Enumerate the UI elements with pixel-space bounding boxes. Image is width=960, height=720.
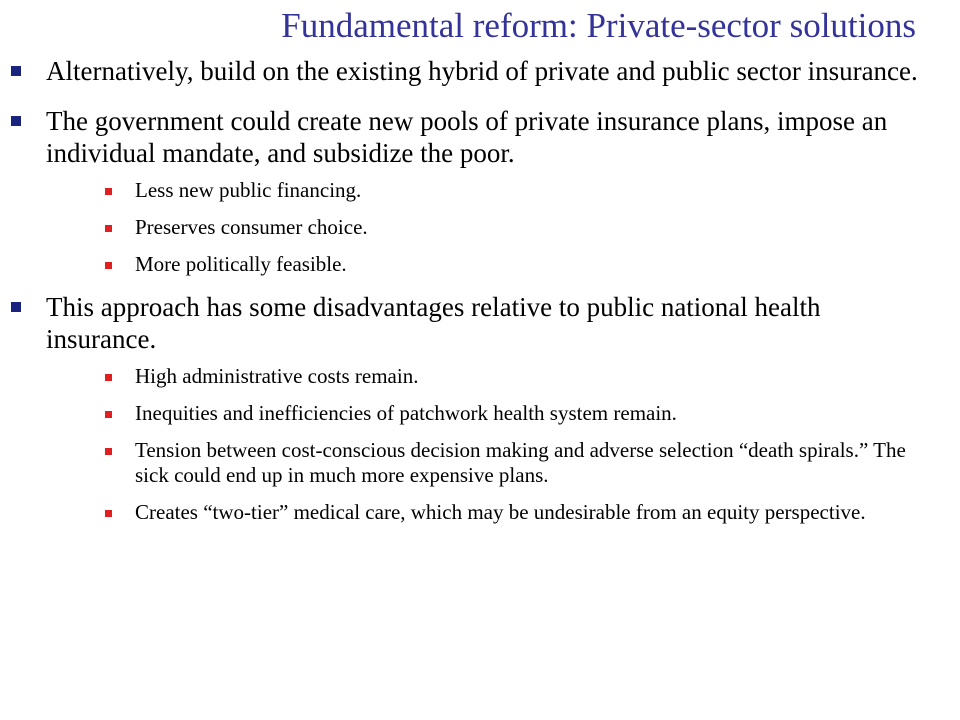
sub-bullet-item (46, 252, 936, 277)
sub-bullet-item (46, 500, 936, 525)
sub-bullet-text: Inequities and inefficiencies of patchwork health system remain. (135, 401, 677, 425)
sub-bullet-text: More politically feasible. (135, 252, 347, 276)
sub-bullet-text: Less new public financing. (135, 178, 362, 202)
square-bullet-icon (105, 510, 112, 517)
square-bullet-icon (105, 411, 112, 418)
bullet-list (0, 55, 960, 539)
sub-bullet-item (46, 215, 936, 240)
sub-bullet-text: High administrative costs remain. (135, 364, 419, 388)
square-bullet-icon (11, 66, 21, 76)
sub-bullet-list (46, 178, 936, 277)
square-bullet-icon (105, 225, 112, 232)
bullet-text: Alternatively, build on the existing hybrid of private and public sector insurance. (46, 56, 918, 86)
sub-bullet-list (46, 364, 936, 525)
sub-bullet-text: Preserves consumer choice. (135, 215, 368, 239)
bullet-item (0, 55, 960, 87)
bullet-item (0, 105, 960, 277)
square-bullet-icon (11, 302, 21, 312)
square-bullet-icon (105, 262, 112, 269)
sub-bullet-item (46, 401, 936, 426)
sub-bullet-item (46, 364, 936, 389)
sub-bullet-text: Tension between cost-conscious decision making and adverse selection “death spirals.” The sick could end up in much more expensive plans. (135, 438, 906, 487)
square-bullet-icon (105, 448, 112, 455)
sub-bullet-text: Creates “two-tier” medical care, which may be undesirable from an equity perspective. (135, 500, 866, 524)
bullet-text: This approach has some disadvantages relative to public national health insurance. (46, 292, 821, 354)
slide-title: Fundamental reform: Private-sector solutions (281, 6, 916, 45)
bullet-text: The government could create new pools of private insurance plans, impose an individual mandate, and subsidize the poor. (46, 106, 888, 168)
sub-bullet-item (46, 178, 936, 203)
square-bullet-icon (105, 374, 112, 381)
square-bullet-icon (105, 188, 112, 195)
bullet-item (0, 291, 960, 525)
sub-bullet-item (46, 438, 936, 488)
square-bullet-icon (11, 116, 21, 126)
